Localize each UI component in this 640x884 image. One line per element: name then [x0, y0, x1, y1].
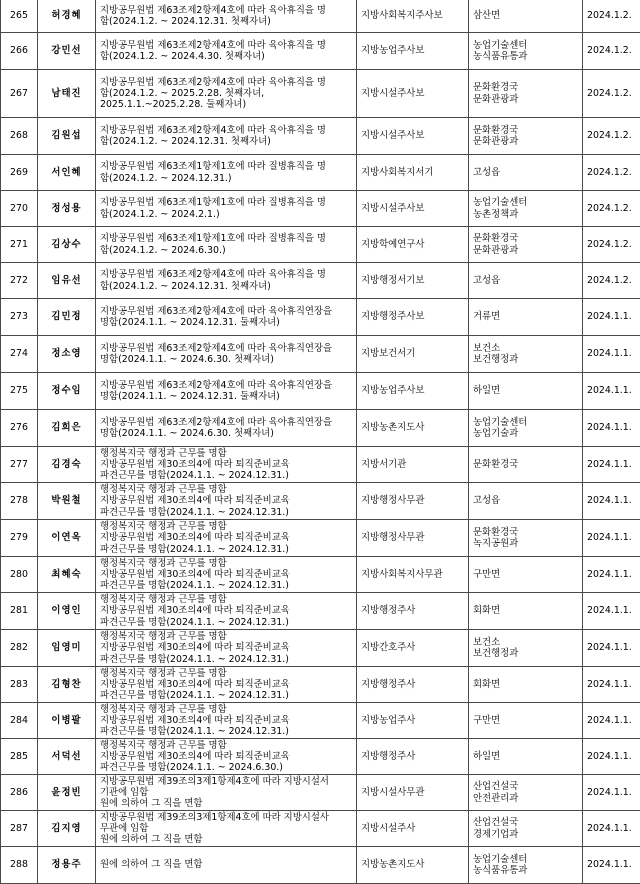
- description-line: 파견근무를 명함(2024.1.1. ~ 2024.12.31.): [100, 507, 352, 518]
- department-line: 산업건설국: [473, 781, 578, 792]
- effective-date: 2024.1.1.: [583, 593, 640, 630]
- description-line: 파견근무를 명함(2024.1.1. ~ 2024.12.31.): [100, 726, 352, 737]
- row-number: 270: [1, 191, 38, 227]
- order-description: [96, 520, 357, 557]
- department: [469, 483, 583, 520]
- job-rank: 지방행정서기보: [357, 263, 469, 299]
- department: [469, 410, 583, 447]
- job-rank: 지방농업주사: [357, 703, 469, 739]
- description-line: 2025.1.1.~2025.2.28. 둘째자녀): [100, 99, 352, 110]
- description-line: 행정복지국 행정과 근무를 명함: [100, 521, 352, 532]
- order-description: [96, 703, 357, 739]
- order-description: [96, 70, 357, 118]
- description-line: 행정복지국 행정과 근무를 명함: [100, 594, 352, 605]
- department: [469, 811, 583, 847]
- description-line: 지방공무원법 제63조제1항제1호에 따라 질병휴직을 명: [100, 197, 352, 208]
- order-description: [96, 227, 357, 263]
- department-line: 고성읍: [473, 167, 578, 178]
- department-line: 안전관리과: [473, 793, 578, 804]
- row-number: 286: [1, 775, 38, 811]
- description-line: 행정복지국 행정과 근무를 명함: [100, 631, 352, 642]
- job-rank: 지방시설주사보: [357, 70, 469, 118]
- employee-name: 허경혜: [38, 0, 96, 33]
- table-row: [1, 593, 640, 630]
- department-line: 회화면: [473, 679, 578, 690]
- department-line: 하일면: [473, 385, 578, 396]
- row-number: 283: [1, 667, 38, 703]
- department: [469, 263, 583, 299]
- order-description: [96, 118, 357, 155]
- effective-date: 2024.1.1.: [583, 373, 640, 410]
- effective-date: 2024.1.1.: [583, 336, 640, 373]
- order-description: [96, 557, 357, 593]
- job-rank: 지방농업주사보: [357, 33, 469, 70]
- description-line: 원에 의하여 그 직을 면함: [100, 859, 352, 870]
- description-line: 함(2024.1.2. ~ 2025.2.28. 첫째자녀,: [100, 88, 352, 99]
- row-number: 274: [1, 336, 38, 373]
- row-number: 273: [1, 299, 38, 336]
- department: [469, 447, 583, 483]
- table-row: [1, 299, 640, 336]
- description-line: 함(2024.1.2. ~ 2024.12.31.): [100, 173, 352, 184]
- order-description: [96, 775, 357, 811]
- row-number: 280: [1, 557, 38, 593]
- department: [469, 703, 583, 739]
- description-line: 함(2024.1.2. ~ 2024.6.30.): [100, 245, 352, 256]
- table-row: [1, 70, 640, 118]
- employee-name: 김민정: [38, 299, 96, 336]
- department: [469, 593, 583, 630]
- job-rank: 지방시설주사보: [357, 118, 469, 155]
- description-line: 원에 의하여 그 직을 면함: [100, 834, 352, 845]
- row-number: 276: [1, 410, 38, 447]
- description-line: 파견근무를 명함(2024.1.1. ~ 2024.12.31.): [100, 544, 352, 555]
- job-rank: 지방행정주사보: [357, 299, 469, 336]
- department: [469, 227, 583, 263]
- order-description: [96, 191, 357, 227]
- table-row: [1, 227, 640, 263]
- department: [469, 373, 583, 410]
- description-line: 지방공무원법 제63조제2항제4호에 따라 육아휴직연장을: [100, 306, 352, 317]
- department-line: 문화환경국: [473, 459, 578, 470]
- row-number: 271: [1, 227, 38, 263]
- description-line: 지방공무원법 제63조제2항제4호에 따라 육아휴직연장을: [100, 343, 352, 354]
- department-line: 농업기술센터: [473, 40, 578, 51]
- description-line: 지방공무원법 제39조의3제1항제4호에 따라 지방시설사: [100, 812, 352, 823]
- job-rank: 지방사회복지주사보: [357, 0, 469, 33]
- description-line: 지방공무원법 제39조의3제1항제4호에 따라 지방시설서: [100, 776, 352, 787]
- row-number: 275: [1, 373, 38, 410]
- order-description: [96, 263, 357, 299]
- description-line: 지방공무원법 제30조의4에 따라 퇴직준비교육: [100, 679, 352, 690]
- job-rank: 지방시설사무관: [357, 775, 469, 811]
- job-rank: 지방행정주사: [357, 593, 469, 630]
- description-line: 함(2024.1.2. ~ 2024.12.31. 첫째자녀): [100, 16, 352, 27]
- department-line: 농식품유통과: [473, 865, 578, 876]
- table-row: [1, 447, 640, 483]
- effective-date: 2024.1.1.: [583, 299, 640, 336]
- table-row: [1, 191, 640, 227]
- description-line: 명함(2024.1.1. ~ 2024.6.30. 첫째자녀): [100, 428, 352, 439]
- department-line: 고성읍: [473, 275, 578, 286]
- description-line: 지방공무원법 제63조제2항제4호에 따라 육아휴직을 명: [100, 77, 352, 88]
- department-line: 문화관광과: [473, 245, 578, 256]
- job-rank: 지방농업주사보: [357, 373, 469, 410]
- department: [469, 299, 583, 336]
- effective-date: 2024.1.1.: [583, 630, 640, 667]
- job-rank: 지방행정사무관: [357, 483, 469, 520]
- order-description: [96, 483, 357, 520]
- department: [469, 191, 583, 227]
- table-row: [1, 263, 640, 299]
- description-line: 지방공무원법 제63조제1항제1호에 따라 질병휴직을 명: [100, 161, 352, 172]
- effective-date: 2024.1.2.: [583, 33, 640, 70]
- order-description: [96, 33, 357, 70]
- description-line: 지방공무원법 제63조제2항제4호에 따라 육아휴직을 명: [100, 5, 352, 16]
- description-line: 지방공무원법 제30조의4에 따라 퇴직준비교육: [100, 459, 352, 470]
- table-row: [1, 118, 640, 155]
- effective-date: 2024.1.2.: [583, 191, 640, 227]
- row-number: 272: [1, 263, 38, 299]
- row-number: 281: [1, 593, 38, 630]
- effective-date: 2024.1.1.: [583, 739, 640, 775]
- department-line: 삼산면: [473, 10, 578, 21]
- description-line: 행정복지국 행정과 근무를 명함: [100, 668, 352, 679]
- row-number: 268: [1, 118, 38, 155]
- employee-name: 김희은: [38, 410, 96, 447]
- order-description: [96, 667, 357, 703]
- department-line: 경제기업과: [473, 829, 578, 840]
- table-row: [1, 557, 640, 593]
- department-line: 하일면: [473, 751, 578, 762]
- description-line: 지방공무원법 제30조의4에 따라 퇴직준비교육: [100, 751, 352, 762]
- employee-name: 최혜숙: [38, 557, 96, 593]
- department-line: 보건행정과: [473, 354, 578, 365]
- department-line: 문화환경국: [473, 125, 578, 136]
- table-row: [1, 483, 640, 520]
- order-description: [96, 299, 357, 336]
- description-line: 파견근무를 명함(2024.1.1. ~ 2024.12.31.): [100, 580, 352, 591]
- department: [469, 336, 583, 373]
- row-number: 267: [1, 70, 38, 118]
- table-row: [1, 33, 640, 70]
- employee-name: 임영미: [38, 630, 96, 667]
- table-row: [1, 336, 640, 373]
- description-line: 지방공무원법 제30조의4에 따라 퇴직준비교육: [100, 569, 352, 580]
- effective-date: 2024.1.1.: [583, 410, 640, 447]
- order-description: [96, 811, 357, 847]
- description-line: 함(2024.1.2. ~ 2024.12.31. 첫째자녀): [100, 281, 352, 292]
- row-number: 288: [1, 847, 38, 884]
- table-row: [1, 373, 640, 410]
- description-line: 지방공무원법 제63조제2항제4호에 따라 육아휴직을 명: [100, 125, 352, 136]
- employee-name: 정소영: [38, 336, 96, 373]
- description-line: 지방공무원법 제30조의4에 따라 퇴직준비교육: [100, 605, 352, 616]
- department: [469, 630, 583, 667]
- description-line: 행정복지국 행정과 근무를 명함: [100, 704, 352, 715]
- description-line: 지방공무원법 제30조의4에 따라 퇴직준비교육: [100, 495, 352, 506]
- effective-date: 2024.1.2.: [583, 155, 640, 191]
- description-line: 파견근무를 명함(2024.1.1. ~ 2024.12.31.): [100, 654, 352, 665]
- job-rank: 지방학예연구사: [357, 227, 469, 263]
- description-line: 지방공무원법 제30조의4에 따라 퇴직준비교육: [100, 532, 352, 543]
- description-line: 행정복지국 행정과 근무를 명함: [100, 558, 352, 569]
- row-number: 287: [1, 811, 38, 847]
- table-row: [1, 775, 640, 811]
- description-line: 행정복지국 행정과 근무를 명함: [100, 740, 352, 751]
- department-line: 농업기술과: [473, 428, 578, 439]
- order-description: [96, 410, 357, 447]
- order-description: [96, 593, 357, 630]
- description-line: 함(2024.1.2. ~ 2024.12.31. 첫째자녀): [100, 136, 352, 147]
- department-line: 문화환경국: [473, 82, 578, 93]
- department-line: 농식품유통과: [473, 51, 578, 62]
- table-row: [1, 410, 640, 447]
- effective-date: 2024.1.1.: [583, 811, 640, 847]
- order-description: [96, 336, 357, 373]
- effective-date: 2024.1.1.: [583, 667, 640, 703]
- row-number: 282: [1, 630, 38, 667]
- department-line: 보건행정과: [473, 648, 578, 659]
- department-line: 문화관광과: [473, 94, 578, 105]
- department: [469, 0, 583, 33]
- department: [469, 739, 583, 775]
- department-line: 문화환경국: [473, 527, 578, 538]
- job-rank: 지방행정주사: [357, 739, 469, 775]
- department: [469, 70, 583, 118]
- effective-date: 2024.1.2.: [583, 0, 640, 33]
- department: [469, 847, 583, 884]
- department-line: 구만면: [473, 569, 578, 580]
- job-rank: 지방시설주사보: [357, 191, 469, 227]
- department-line: 농업기술센터: [473, 417, 578, 428]
- job-rank: 지방서기관: [357, 447, 469, 483]
- row-number: 265: [1, 0, 38, 33]
- employee-name: 서인혜: [38, 155, 96, 191]
- table-body: [1, 0, 640, 884]
- department-line: 문화환경국: [473, 233, 578, 244]
- effective-date: 2024.1.2.: [583, 70, 640, 118]
- job-rank: 지방농촌지도사: [357, 410, 469, 447]
- department: [469, 557, 583, 593]
- table-row: [1, 630, 640, 667]
- row-number: 278: [1, 483, 38, 520]
- effective-date: 2024.1.1.: [583, 483, 640, 520]
- description-line: 지방공무원법 제63조제2항제4호에 따라 육아휴직연장을: [100, 380, 352, 391]
- employee-name: 정용주: [38, 847, 96, 884]
- effective-date: 2024.1.2.: [583, 263, 640, 299]
- row-number: 285: [1, 739, 38, 775]
- job-rank: 지방행정사무관: [357, 520, 469, 557]
- department-line: 구만면: [473, 715, 578, 726]
- effective-date: 2024.1.1.: [583, 703, 640, 739]
- table-row: [1, 155, 640, 191]
- effective-date: 2024.1.1.: [583, 520, 640, 557]
- row-number: 269: [1, 155, 38, 191]
- job-rank: 지방간호주사: [357, 630, 469, 667]
- row-number: 279: [1, 520, 38, 557]
- employee-name: 김원섭: [38, 118, 96, 155]
- job-rank: 지방보건서기: [357, 336, 469, 373]
- employee-name: 남태진: [38, 70, 96, 118]
- effective-date: 2024.1.2.: [583, 118, 640, 155]
- description-line: 파견근무를 명함(2024.1.1. ~ 2024.12.31.): [100, 470, 352, 481]
- table-row: [1, 811, 640, 847]
- employee-name: 이연옥: [38, 520, 96, 557]
- description-line: 기관에 임함: [100, 787, 352, 798]
- department: [469, 667, 583, 703]
- table-row: [1, 739, 640, 775]
- department-line: 고성읍: [473, 495, 578, 506]
- employee-name: 김상수: [38, 227, 96, 263]
- employee-name: 강민선: [38, 33, 96, 70]
- table-row: [1, 520, 640, 557]
- description-line: 파견근무를 명함(2024.1.1. ~ 2024.12.31.): [100, 690, 352, 701]
- job-rank: 지방사회복지서기: [357, 155, 469, 191]
- description-line: 함(2024.1.2. ~ 2024.2.1.): [100, 209, 352, 220]
- job-rank: 지방사회복지사무관: [357, 557, 469, 593]
- effective-date: 2024.1.1.: [583, 775, 640, 811]
- effective-date: 2024.1.1.: [583, 557, 640, 593]
- order-description: [96, 373, 357, 410]
- effective-date: 2024.1.2.: [583, 227, 640, 263]
- effective-date: 2024.1.1.: [583, 447, 640, 483]
- department: [469, 33, 583, 70]
- employee-name: 이영인: [38, 593, 96, 630]
- employee-name: 정성용: [38, 191, 96, 227]
- employee-name: 박원철: [38, 483, 96, 520]
- order-description: [96, 447, 357, 483]
- department-line: 녹지공원과: [473, 538, 578, 549]
- description-line: 지방공무원법 제30조의4에 따라 퇴직준비교육: [100, 715, 352, 726]
- department-line: 보건소: [473, 343, 578, 354]
- effective-date: 2024.1.1.: [583, 847, 640, 884]
- department-line: 보건소: [473, 637, 578, 648]
- description-line: 지방공무원법 제63조제2항제4호에 따라 육아휴직을 명: [100, 269, 352, 280]
- order-description: [96, 847, 357, 884]
- department: [469, 155, 583, 191]
- employee-name: 김지영: [38, 811, 96, 847]
- description-line: 함(2024.1.2. ~ 2024.4.30. 첫째자녀): [100, 51, 352, 62]
- department-line: 농촌정책과: [473, 209, 578, 220]
- department: [469, 520, 583, 557]
- job-rank: 지방행정주사: [357, 667, 469, 703]
- department-line: 거류면: [473, 311, 578, 322]
- table-row: [1, 0, 640, 33]
- description-line: 명함(2024.1.1. ~ 2024.6.30. 첫째자녀): [100, 354, 352, 365]
- table-row: [1, 847, 640, 884]
- employee-name: 윤정빈: [38, 775, 96, 811]
- employee-name: 정수임: [38, 373, 96, 410]
- employee-name: 이병팔: [38, 703, 96, 739]
- row-number: 266: [1, 33, 38, 70]
- department-line: 회화면: [473, 605, 578, 616]
- description-line: 무관에 임함: [100, 823, 352, 834]
- department: [469, 118, 583, 155]
- description-line: 명함(2024.1.1. ~ 2024.12.31. 둘째자녀): [100, 391, 352, 402]
- department: [469, 775, 583, 811]
- description-line: 행정복지국 행정과 근무를 명함: [100, 448, 352, 459]
- description-line: 명함(2024.1.1. ~ 2024.12.31. 둘째자녀): [100, 317, 352, 328]
- description-line: 지방공무원법 제63조제1항제1호에 따라 질병휴직을 명: [100, 233, 352, 244]
- order-description: [96, 0, 357, 33]
- description-line: 지방공무원법 제63조제2항제4호에 따라 육아휴직을 명: [100, 40, 352, 51]
- job-rank: 지방시설주사: [357, 811, 469, 847]
- description-line: 지방공무원법 제63조제2항제4호에 따라 육아휴직연장을: [100, 417, 352, 428]
- order-description: [96, 155, 357, 191]
- table-row: [1, 703, 640, 739]
- description-line: 행정복지국 행정과 근무를 명함: [100, 484, 352, 495]
- employee-name: 임유선: [38, 263, 96, 299]
- department-line: 산업건설국: [473, 817, 578, 828]
- row-number: 277: [1, 447, 38, 483]
- row-number: 284: [1, 703, 38, 739]
- description-line: 지방공무원법 제30조의4에 따라 퇴직준비교육: [100, 642, 352, 653]
- order-description: [96, 739, 357, 775]
- table-row: [1, 667, 640, 703]
- description-line: 파견근무를 명함(2024.1.1. ~ 2024.6.30.): [100, 762, 352, 773]
- department-line: 농업기술센터: [473, 854, 578, 865]
- description-line: 원에 의하여 그 직을 면함: [100, 798, 352, 809]
- order-description: [96, 630, 357, 667]
- department-line: 문화관광과: [473, 136, 578, 147]
- department-line: 농업기술센터: [473, 197, 578, 208]
- job-rank: 지방농촌지도사: [357, 847, 469, 884]
- employee-name: 서덕선: [38, 739, 96, 775]
- employee-name: 김경숙: [38, 447, 96, 483]
- description-line: 파견근무를 명함(2024.1.1. ~ 2024.12.31.): [100, 617, 352, 628]
- employee-name: 김형찬: [38, 667, 96, 703]
